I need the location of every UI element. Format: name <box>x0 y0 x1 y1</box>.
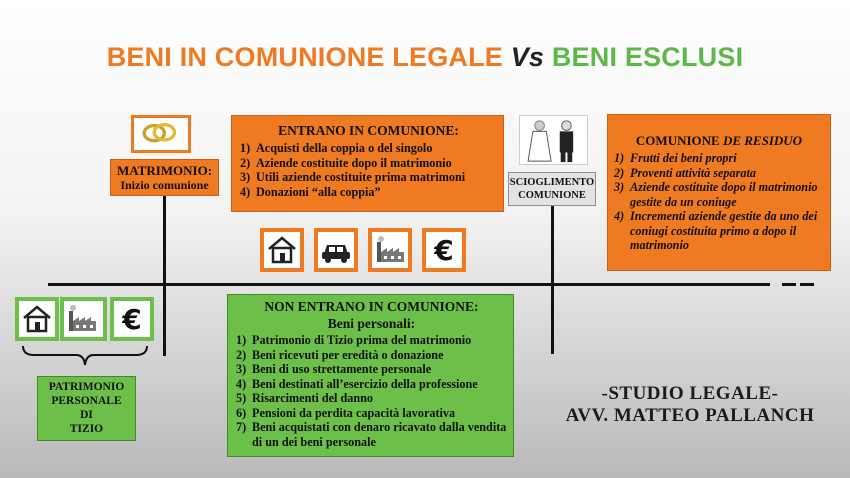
list-item: 1) Acquisti della coppia o del singolo <box>240 141 433 155</box>
list-item: 5) Risarcimenti del danno <box>236 391 373 405</box>
list-item: 1) Frutti dei beni propri <box>614 151 737 165</box>
non-entrano-list <box>236 333 507 449</box>
list-item: 3) Beni di uso strettamente personale <box>236 362 432 376</box>
studio-name <box>560 383 820 427</box>
patrimonio-line: TIZIO <box>69 423 104 435</box>
marriage-title: MATRIMONIO: <box>116 163 213 178</box>
patrimonio-line: DI <box>80 409 93 421</box>
brace-icon <box>20 344 150 368</box>
bride-groom-icon <box>519 115 588 165</box>
house-icon <box>15 297 59 341</box>
patrimonio-line: PATRIMONIO <box>48 381 125 393</box>
car-icon <box>314 228 358 272</box>
residuo-list <box>614 151 824 253</box>
svg-text:€: € <box>122 303 142 336</box>
marriage-subtitle: Inizio comunione <box>120 178 209 192</box>
dissolution-line1: SCIOGLIMENTO <box>509 177 595 188</box>
patrimonio-line: PERSONALE <box>51 395 122 407</box>
title-part1: BENI IN COMUNIONE LEGALE <box>106 42 504 72</box>
entrano-list <box>240 141 497 199</box>
list-item: 2) Beni ricevuti per eredità o donazione <box>236 347 444 362</box>
non-entrano-box <box>227 294 514 457</box>
studio-line2: AVV. MATTEO PALLANCH <box>565 405 815 426</box>
marriage-vertical-line <box>163 196 166 356</box>
entrano-box <box>231 115 504 212</box>
list-item: 4) Beni destinati all’esercizio della professione <box>236 376 478 391</box>
residuo-title: COMUNIONE DE RESIDUO <box>635 133 803 148</box>
list-item: 4) Donazioni “alla coppia” <box>240 184 381 199</box>
list-item: 3) Aziende costituite dopo il matrimonio gestite da un coniuge <box>614 180 818 209</box>
dissolution-line2: COMUNIONE <box>518 190 586 201</box>
patrimonio-box <box>37 376 136 441</box>
list-item: 4) Incrementi aziende gestite da uno dei coniugi costituita primo a dopo il matrimonio <box>614 209 818 252</box>
svg-text:€: € <box>434 234 454 267</box>
studio-line1: -STUDIO LEGALE- <box>601 383 779 404</box>
factory-icon <box>60 297 107 341</box>
list-item: 6) Pensioni da perdita capacità lavorativa <box>236 405 456 420</box>
timeline-dash <box>782 283 796 286</box>
euro-icon <box>110 297 154 341</box>
title-part2: BENI ESCLUSI <box>551 42 744 72</box>
non-entrano-subtitle: Beni personali: <box>327 316 416 331</box>
euro-icon <box>422 228 466 272</box>
marriage-box <box>110 159 219 196</box>
rings-icon <box>131 115 191 153</box>
entrano-title: ENTRANO IN COMUNIONE: <box>278 123 459 138</box>
page-title <box>0 42 850 73</box>
list-item: 3) Utili aziende costituite prima matrimoni <box>240 170 466 184</box>
list-item: 2) Proventi attività separata <box>614 165 756 180</box>
title-vs: Vs <box>510 42 545 72</box>
factory-icon <box>368 228 412 272</box>
list-item: 2) Aziende costituite dopo il matrimonio <box>240 155 452 170</box>
residuo-box <box>607 114 831 271</box>
house-icon <box>260 228 304 272</box>
dissolution-vertical-line <box>551 204 554 354</box>
list-item: 7) Beni acquistati con denaro ricavato dalla vendita di un dei beni personale <box>236 420 507 449</box>
dissolution-box <box>508 172 596 206</box>
non-entrano-title: NON ENTRANO IN COMUNIONE: <box>264 299 479 314</box>
list-item: 1) Patrimonio di Tizio prima del matrimonio <box>236 333 472 347</box>
timeline-dash <box>800 283 814 286</box>
timeline-line <box>48 283 770 286</box>
